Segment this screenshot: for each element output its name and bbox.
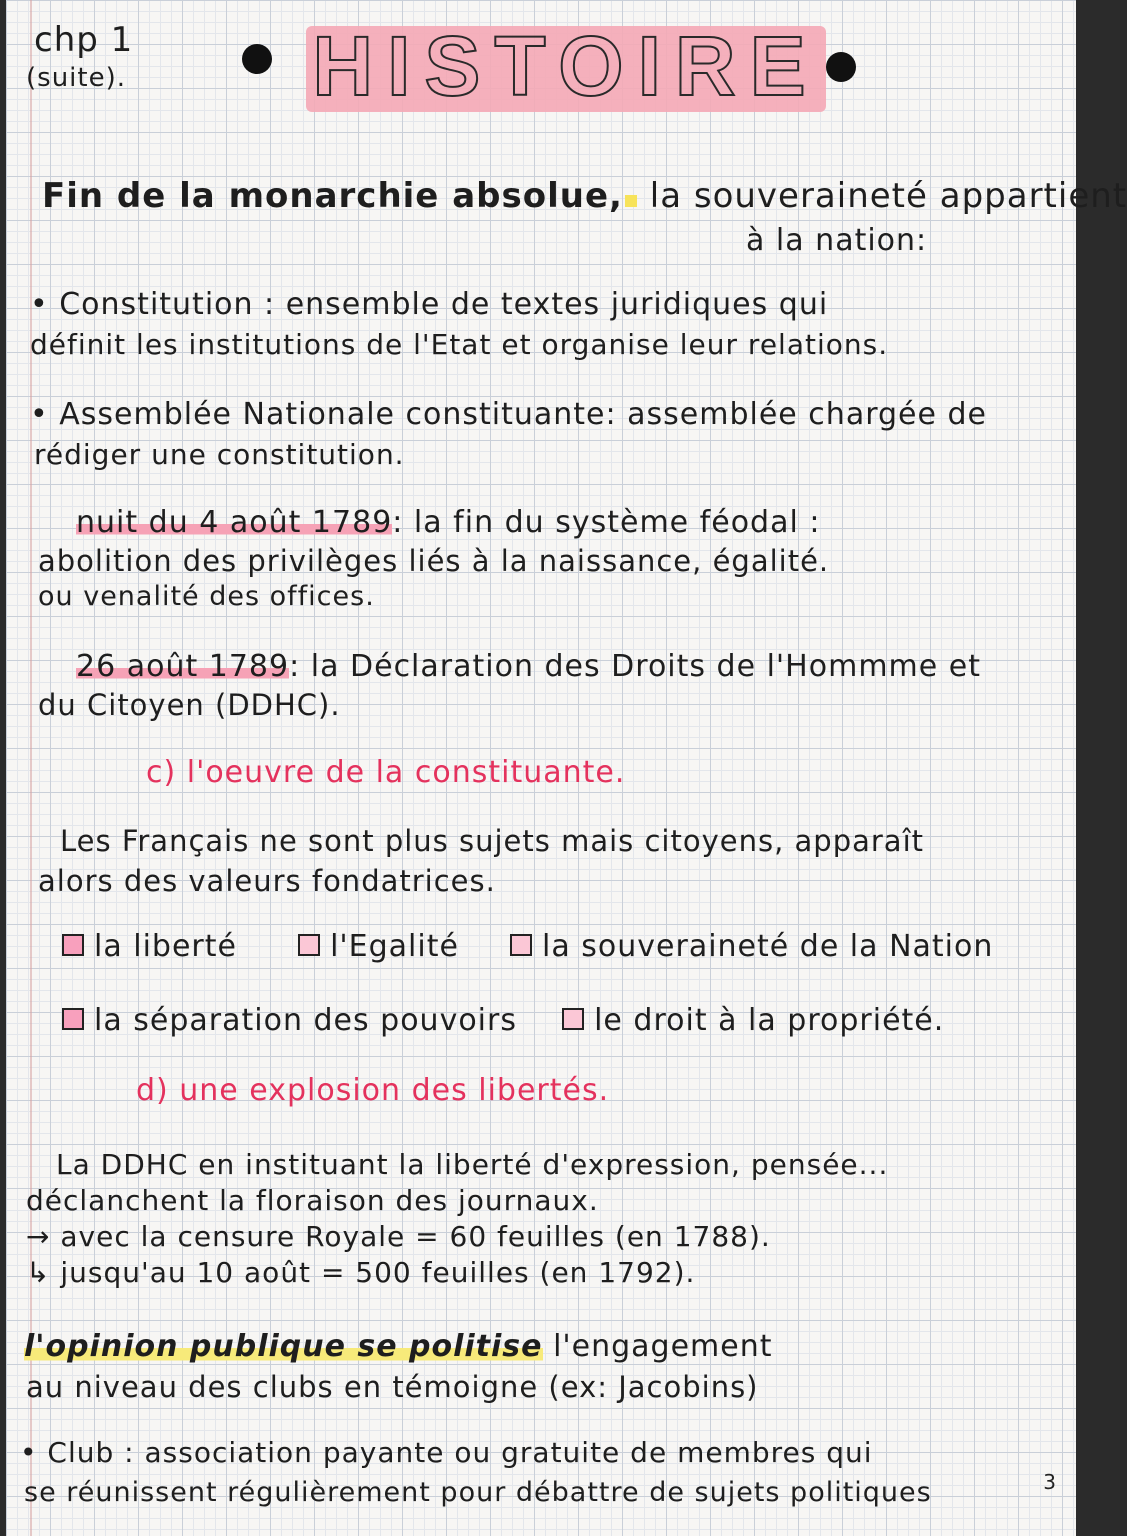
intro-part3: à la nation:	[746, 223, 928, 258]
opinion-rest: l'engagement	[553, 1329, 773, 1364]
club-line2: se réunissent régulièrement pour débattre de sujets politiques	[24, 1477, 932, 1508]
event-4-aout-date: nuit du 4 août 1789	[76, 505, 393, 540]
opinion-line1	[24, 1330, 773, 1363]
page-number: 3	[1043, 1470, 1056, 1494]
value-souverainete: la souveraineté de la Nation	[542, 929, 994, 964]
checkbox-icon	[562, 1008, 584, 1030]
section-d-line1: La DDHC en instituant la liberté d'expression, pensée...	[56, 1148, 889, 1181]
checkbox-icon	[298, 934, 320, 956]
event-4-aout-line1	[76, 506, 820, 539]
chapter-label: chp 1	[34, 20, 134, 60]
section-c-line2: alors des valeurs fondatrices.	[38, 864, 496, 898]
page-title: HISTOIRE	[312, 19, 820, 113]
left-dot-decoration	[242, 44, 272, 74]
intro-line	[42, 178, 1127, 215]
chapter-suite: (suite).	[26, 63, 126, 93]
section-c-heading: c) l'oeuvre de la constituante.	[146, 755, 626, 790]
definition-assemblee-line2: rédiger une constitution.	[34, 438, 405, 471]
event-26-aout-desc: : la Déclaration des Droits de l'Hommme et	[289, 649, 981, 684]
values-row-1	[62, 930, 993, 963]
value-separation: la séparation des pouvoirs	[94, 1003, 517, 1038]
section-d-line2: déclanchent la floraison des journaux.	[26, 1184, 599, 1217]
margin-line	[30, 0, 32, 1536]
intro-part1: Fin de la monarchie absolue,	[42, 176, 623, 216]
section-c-line1: Les Français ne sont plus sujets mais citoyens, apparaît	[60, 824, 925, 858]
section-d-line3: → avec la censure Royale = 60 feuilles (en 1788).	[26, 1220, 771, 1253]
event-26-aout-date: 26 août 1789	[76, 649, 290, 684]
definition-assemblee-line1: • Assemblée Nationale constituante: assemblée chargée de	[30, 397, 987, 432]
section-d-heading: d) une explosion des libertés.	[136, 1073, 610, 1108]
value-propriete: le droit à la propriété.	[594, 1003, 945, 1038]
section-d-line4: ↳ jusqu'au 10 août = 500 feuilles (en 1792).	[26, 1256, 696, 1289]
intro-part2: la souveraineté appartient	[649, 176, 1127, 216]
checkbox-icon	[62, 1008, 84, 1030]
opinion-line2: au niveau des clubs en témoigne (ex: Jacobins)	[26, 1370, 759, 1404]
event-4-aout-line3: ou venalité des offices.	[38, 581, 375, 612]
event-4-aout-desc: : la fin du système féodal :	[392, 505, 821, 540]
event-26-aout-line2: du Citoyen (DDHC).	[38, 688, 341, 722]
checkbox-icon	[510, 934, 532, 956]
definition-constitution-line1: • Constitution : ensemble de textes juridiques qui	[30, 287, 829, 322]
opinion-highlight: l'opinion publique se politise	[24, 1329, 543, 1364]
highlight-mark	[625, 195, 637, 207]
notebook-page	[6, 0, 1127, 1536]
event-26-aout-line1	[76, 650, 981, 683]
checkbox-icon	[62, 934, 84, 956]
definition-constitution-line2: définit les institutions de l'Etat et organise leur relations.	[30, 328, 889, 361]
values-row-2	[62, 1004, 944, 1037]
club-line1: • Club : association payante ou gratuite de membres qui	[20, 1436, 873, 1469]
right-dot-decoration	[826, 52, 856, 82]
value-egalite: l'Egalité	[330, 929, 459, 964]
event-4-aout-line2: abolition des privilèges liés à la naissance, égalité.	[38, 544, 830, 578]
value-liberte: la liberté	[94, 929, 237, 964]
